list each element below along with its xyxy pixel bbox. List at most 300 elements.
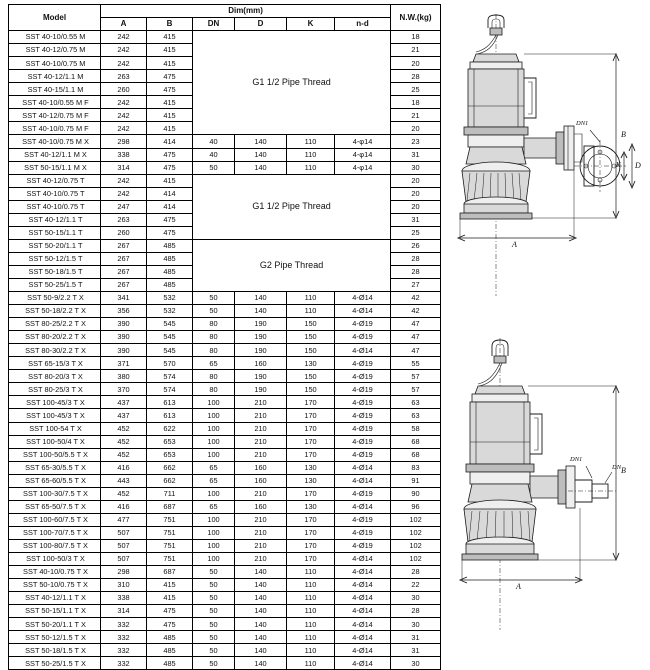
cell-nd: 4-Ø19	[335, 435, 391, 448]
cell-nd: 4-φ14	[335, 148, 391, 161]
cell-dn: 80	[193, 344, 235, 357]
cell-net-weight: 22	[391, 579, 441, 592]
cell-net-weight: 30	[391, 657, 441, 670]
header-net-weight: N.W.(kg)	[391, 5, 441, 31]
table-row	[9, 31, 441, 44]
table-body	[9, 31, 441, 670]
cell-model: SST 50-20/1.1 T	[9, 239, 101, 252]
cell-d: 190	[235, 318, 287, 331]
cell-nd: 4-φ14	[335, 135, 391, 148]
cell-nd: 4-Ø19	[335, 513, 391, 526]
cell-nd: 4-Ø19	[335, 422, 391, 435]
table-row	[9, 292, 441, 305]
cell-a: 390	[101, 344, 147, 357]
cell-dn: 100	[193, 409, 235, 422]
cell-dn: 50	[193, 657, 235, 670]
cell-k: 130	[287, 357, 335, 370]
cell-a: 267	[101, 265, 147, 278]
cell-a: 242	[101, 57, 147, 70]
cell-k: 170	[287, 513, 335, 526]
cell-b: 613	[147, 396, 193, 409]
cell-net-weight: 27	[391, 278, 441, 291]
cell-net-weight: 30	[391, 161, 441, 174]
cell-d: 160	[235, 500, 287, 513]
cell-b: 415	[147, 122, 193, 135]
cell-net-weight: 68	[391, 448, 441, 461]
cell-b: 475	[147, 148, 193, 161]
cell-model: SST 65-30/5.5 T X	[9, 461, 101, 474]
cell-k: 150	[287, 344, 335, 357]
cell-k: 110	[287, 605, 335, 618]
cell-net-weight: 91	[391, 474, 441, 487]
cell-k: 110	[287, 579, 335, 592]
cell-b: 415	[147, 109, 193, 122]
cell-net-weight: 31	[391, 213, 441, 226]
cell-a: 507	[101, 526, 147, 539]
cell-model: SST 50-15/1.1 T	[9, 226, 101, 239]
cell-b: 622	[147, 422, 193, 435]
header-d: D	[235, 18, 287, 31]
cell-nd: 4-Ø14	[335, 292, 391, 305]
cell-model: SST 80-25/2.2 T X	[9, 318, 101, 331]
cell-b: 414	[147, 135, 193, 148]
cell-nd: 4-Ø14	[335, 500, 391, 513]
cell-d: 140	[235, 592, 287, 605]
cell-model: SST 80-20/3 T X	[9, 370, 101, 383]
cell-a: 332	[101, 631, 147, 644]
cell-model: SST 50-20/1.1 T X	[9, 618, 101, 631]
cell-nd: 4-Ø14	[335, 592, 391, 605]
cell-d: 210	[235, 539, 287, 552]
cell-net-weight: 20	[391, 122, 441, 135]
table-row	[9, 135, 441, 148]
cell-model: SST 65-15/3 T X	[9, 357, 101, 370]
table-row	[9, 435, 441, 448]
cell-k: 130	[287, 461, 335, 474]
cell-a: 242	[101, 44, 147, 57]
cell-d: 160	[235, 474, 287, 487]
cell-d: 140	[235, 148, 287, 161]
dim-label-k-top: K	[616, 161, 621, 169]
header-dn: DN	[193, 18, 235, 31]
cell-b: 711	[147, 487, 193, 500]
cell-net-weight: 30	[391, 592, 441, 605]
cell-model: SST 100-80/7.5 T X	[9, 539, 101, 552]
cell-b: 545	[147, 331, 193, 344]
cell-dn: 65	[193, 474, 235, 487]
cell-k: 110	[287, 618, 335, 631]
cell-dn: 80	[193, 370, 235, 383]
table-row	[9, 566, 441, 579]
cell-b: 475	[147, 70, 193, 83]
dim-label-b-bottom: B	[621, 466, 626, 475]
cell-a: 416	[101, 500, 147, 513]
cell-a: 332	[101, 657, 147, 670]
cell-b: 475	[147, 161, 193, 174]
dim-label-dn1-bottom: DN1	[570, 456, 583, 463]
header-k: K	[287, 18, 335, 31]
cell-net-weight: 20	[391, 57, 441, 70]
cell-net-weight: 28	[391, 566, 441, 579]
cell-dn: 50	[193, 292, 235, 305]
cell-net-weight: 20	[391, 200, 441, 213]
cell-k: 110	[287, 292, 335, 305]
cell-dn: 50	[193, 566, 235, 579]
cell-model: SST 40-12/1.1 M	[9, 70, 101, 83]
cell-d: 190	[235, 344, 287, 357]
cell-b: 415	[147, 174, 193, 187]
cell-nd: 4-Ø19	[335, 448, 391, 461]
cell-nd: 4-Ø14	[335, 631, 391, 644]
cell-k: 110	[287, 657, 335, 670]
cell-net-weight: 102	[391, 552, 441, 565]
cell-model: SST 50-9/2.2 T X	[9, 292, 101, 305]
cell-b: 415	[147, 592, 193, 605]
cell-a: 390	[101, 331, 147, 344]
table-row	[9, 605, 441, 618]
cell-model: SST 100-50/5.5 T X	[9, 448, 101, 461]
cell-dn: 50	[193, 644, 235, 657]
cell-model: SST 50-25/1.5 T	[9, 278, 101, 291]
cell-dn: 50	[193, 631, 235, 644]
cell-model: SST 50-15/1.1 T X	[9, 605, 101, 618]
dim-label-a-top: A	[512, 240, 517, 249]
cell-model: SST 65-50/7.5 T X	[9, 500, 101, 513]
cell-dn: 100	[193, 435, 235, 448]
cell-b: 485	[147, 278, 193, 291]
cell-a: 437	[101, 409, 147, 422]
cell-net-weight: 102	[391, 513, 441, 526]
cell-b: 751	[147, 539, 193, 552]
cell-net-weight: 18	[391, 31, 441, 44]
cell-net-weight: 28	[391, 70, 441, 83]
cell-b: 415	[147, 57, 193, 70]
cell-a: 260	[101, 83, 147, 96]
cell-net-weight: 58	[391, 422, 441, 435]
dim-label-dn-bottom: DN	[612, 464, 622, 471]
cell-nd: 4-Ø14	[335, 344, 391, 357]
cell-a: 477	[101, 513, 147, 526]
cell-d: 140	[235, 605, 287, 618]
table-row	[9, 331, 441, 344]
cell-a: 310	[101, 579, 147, 592]
cell-model: SST 40-12/0.75 T	[9, 174, 101, 187]
cell-k: 110	[287, 161, 335, 174]
dim-label-dn1-top: DN1	[576, 120, 589, 127]
table-row	[9, 461, 441, 474]
cell-net-weight: 28	[391, 265, 441, 278]
cell-a: 356	[101, 305, 147, 318]
table-row	[9, 592, 441, 605]
cell-nd: 4-Ø14	[335, 644, 391, 657]
cell-a: 437	[101, 396, 147, 409]
cell-k: 110	[287, 644, 335, 657]
cell-model: SST 50-25/1.5 T X	[9, 657, 101, 670]
cell-k: 170	[287, 487, 335, 500]
cell-net-weight: 102	[391, 526, 441, 539]
cell-model: SST 40-10/0.55 M	[9, 31, 101, 44]
cell-d: 140	[235, 579, 287, 592]
cell-model: SST 80-25/3 T X	[9, 383, 101, 396]
cell-nd: 4-Ø19	[335, 526, 391, 539]
cell-a: 298	[101, 566, 147, 579]
cell-model: SST 100-60/7.5 T X	[9, 513, 101, 526]
cell-b: 574	[147, 383, 193, 396]
cell-d: 140	[235, 566, 287, 579]
cell-k: 170	[287, 539, 335, 552]
cell-dn: 100	[193, 526, 235, 539]
cell-model: SST 100-30/7.5 T X	[9, 487, 101, 500]
cell-a: 332	[101, 618, 147, 631]
cell-a: 298	[101, 135, 147, 148]
cell-a: 242	[101, 122, 147, 135]
cell-a: 370	[101, 383, 147, 396]
cell-model: SST 40-10/0.75 M X	[9, 135, 101, 148]
cell-net-weight: 68	[391, 435, 441, 448]
table-row	[9, 487, 441, 500]
cell-b: 574	[147, 370, 193, 383]
cell-d: 140	[235, 161, 287, 174]
cell-dn: 50	[193, 618, 235, 631]
cell-net-weight: 42	[391, 305, 441, 318]
cell-d: 140	[235, 657, 287, 670]
table-row	[9, 644, 441, 657]
cell-model: SST 50-10/0.75 T X	[9, 579, 101, 592]
cell-nd: 4-Ø19	[335, 383, 391, 396]
cell-model: SST 50-18/1.5 T X	[9, 644, 101, 657]
cell-a: 507	[101, 539, 147, 552]
cell-net-weight: 47	[391, 331, 441, 344]
cell-nd: 4-Ø19	[335, 357, 391, 370]
cell-net-weight: 57	[391, 383, 441, 396]
cell-d: 160	[235, 461, 287, 474]
cell-k: 170	[287, 409, 335, 422]
table-row	[9, 344, 441, 357]
cell-pipe-thread-note: G1 1/2 Pipe Thread	[193, 174, 391, 239]
cell-model: SST 50-15/1.1 M X	[9, 161, 101, 174]
cell-d: 210	[235, 448, 287, 461]
cell-b: 545	[147, 318, 193, 331]
cell-d: 140	[235, 135, 287, 148]
table-row	[9, 552, 441, 565]
cell-nd: 4-Ø19	[335, 318, 391, 331]
cell-net-weight: 47	[391, 318, 441, 331]
cell-b: 475	[147, 226, 193, 239]
cell-d: 190	[235, 383, 287, 396]
cell-k: 150	[287, 318, 335, 331]
cell-d: 210	[235, 526, 287, 539]
cell-dn: 65	[193, 461, 235, 474]
cell-nd: 4-Ø14	[335, 605, 391, 618]
pump-drawing-top-svg	[440, 6, 650, 306]
cell-nd: 4-Ø19	[335, 370, 391, 383]
cell-a: 242	[101, 174, 147, 187]
cell-nd: 4-Ø14	[335, 461, 391, 474]
cell-dn: 100	[193, 448, 235, 461]
cell-dn: 50	[193, 579, 235, 592]
cell-dn: 80	[193, 383, 235, 396]
cell-net-weight: 25	[391, 83, 441, 96]
cell-nd: 4-Ø14	[335, 618, 391, 631]
table-row	[9, 161, 441, 174]
cell-model: SST 40-10/0.75 T	[9, 187, 101, 200]
cell-net-weight: 102	[391, 539, 441, 552]
table-header-row-1	[9, 5, 441, 18]
cell-model: SST 50-18/1.5 T	[9, 265, 101, 278]
cell-d: 210	[235, 435, 287, 448]
cell-model: SST 80-20/2.2 T X	[9, 331, 101, 344]
cell-model: SST 40-12/1.1 T	[9, 213, 101, 226]
cell-dn: 100	[193, 396, 235, 409]
cell-b: 415	[147, 579, 193, 592]
cell-a: 338	[101, 592, 147, 605]
cell-b: 414	[147, 187, 193, 200]
table-row	[9, 422, 441, 435]
cell-model: SST 100-45/3 T X	[9, 396, 101, 409]
cell-a: 452	[101, 487, 147, 500]
cell-k: 150	[287, 383, 335, 396]
cell-b: 485	[147, 252, 193, 265]
dim-label-b-top: B	[621, 130, 626, 139]
header-nd: n-d	[335, 18, 391, 31]
cell-d: 140	[235, 618, 287, 631]
header-a: A	[101, 18, 147, 31]
cell-nd: 4-Ø14	[335, 552, 391, 565]
cell-net-weight: 31	[391, 148, 441, 161]
cell-a: 371	[101, 357, 147, 370]
cell-nd: 4-Ø19	[335, 539, 391, 552]
cell-dn: 80	[193, 331, 235, 344]
cell-net-weight: 28	[391, 605, 441, 618]
cell-k: 170	[287, 435, 335, 448]
table-row	[9, 305, 441, 318]
cell-d: 210	[235, 513, 287, 526]
cell-net-weight: 25	[391, 226, 441, 239]
table-row	[9, 500, 441, 513]
cell-net-weight: 21	[391, 109, 441, 122]
cell-net-weight: 55	[391, 357, 441, 370]
table-row	[9, 513, 441, 526]
cell-model: SST 40-10/0.75 T X	[9, 566, 101, 579]
cell-a: 267	[101, 278, 147, 291]
cell-b: 415	[147, 31, 193, 44]
cell-net-weight: 21	[391, 44, 441, 57]
cell-a: 247	[101, 200, 147, 213]
cell-pipe-thread-note: G1 1/2 Pipe Thread	[193, 31, 391, 135]
cell-model: SST 65-60/5.5 T X	[9, 474, 101, 487]
cell-a: 314	[101, 161, 147, 174]
cell-a: 263	[101, 70, 147, 83]
cell-nd: 4-Ø14	[335, 579, 391, 592]
cell-a: 452	[101, 422, 147, 435]
cell-dn: 100	[193, 513, 235, 526]
cell-k: 110	[287, 148, 335, 161]
cell-a: 332	[101, 644, 147, 657]
cell-nd: 4-Ø19	[335, 396, 391, 409]
pump-drawing-bottom	[440, 330, 650, 640]
cell-a: 380	[101, 370, 147, 383]
cell-net-weight: 90	[391, 487, 441, 500]
cell-b: 662	[147, 474, 193, 487]
cell-d: 210	[235, 422, 287, 435]
cell-k: 130	[287, 474, 335, 487]
cell-net-weight: 47	[391, 344, 441, 357]
cell-b: 475	[147, 83, 193, 96]
table-row	[9, 579, 441, 592]
cell-dn: 50	[193, 592, 235, 605]
cell-b: 532	[147, 292, 193, 305]
table-row	[9, 239, 441, 252]
cell-b: 475	[147, 213, 193, 226]
cell-b: 485	[147, 265, 193, 278]
cell-b: 687	[147, 566, 193, 579]
cell-model: SST 50-12/1.5 T	[9, 252, 101, 265]
cell-net-weight: 63	[391, 396, 441, 409]
cell-k: 150	[287, 370, 335, 383]
cell-dn: 80	[193, 318, 235, 331]
cell-b: 653	[147, 448, 193, 461]
cell-dn: 100	[193, 539, 235, 552]
header-b: B	[147, 18, 193, 31]
cell-dn: 100	[193, 422, 235, 435]
table-row	[9, 409, 441, 422]
cell-a: 341	[101, 292, 147, 305]
cell-a: 443	[101, 474, 147, 487]
dim-label-d-top: D	[635, 161, 641, 170]
cell-net-weight: 31	[391, 644, 441, 657]
table-row	[9, 448, 441, 461]
cell-nd: 4-Ø19	[335, 331, 391, 344]
cell-net-weight: 28	[391, 252, 441, 265]
cell-b: 485	[147, 239, 193, 252]
table-row	[9, 370, 441, 383]
cell-a: 390	[101, 318, 147, 331]
cell-d: 210	[235, 552, 287, 565]
cell-d: 140	[235, 631, 287, 644]
cell-b: 475	[147, 618, 193, 631]
cell-net-weight: 26	[391, 239, 441, 252]
cell-nd: 4-φ14	[335, 161, 391, 174]
cell-model: SST 100-50/4 T X	[9, 435, 101, 448]
cell-a: 242	[101, 187, 147, 200]
cell-dn: 100	[193, 552, 235, 565]
cell-b: 751	[147, 552, 193, 565]
cell-b: 414	[147, 200, 193, 213]
cell-dn: 65	[193, 357, 235, 370]
cell-k: 170	[287, 448, 335, 461]
table-row	[9, 526, 441, 539]
cell-net-weight: 18	[391, 96, 441, 109]
cell-a: 507	[101, 552, 147, 565]
pump-drawing-bottom-svg	[440, 330, 650, 640]
cell-model: SST 100-54 T X	[9, 422, 101, 435]
pump-drawing-top	[440, 6, 650, 306]
cell-b: 485	[147, 631, 193, 644]
cell-dn: 100	[193, 487, 235, 500]
cell-a: 242	[101, 31, 147, 44]
cell-net-weight: 31	[391, 631, 441, 644]
cell-nd: 4-Ø19	[335, 487, 391, 500]
cell-model: SST 40-12/0.75 M	[9, 44, 101, 57]
cell-net-weight: 42	[391, 292, 441, 305]
cell-b: 653	[147, 435, 193, 448]
cell-d: 190	[235, 331, 287, 344]
cell-b: 751	[147, 526, 193, 539]
table-row	[9, 148, 441, 161]
table-row	[9, 539, 441, 552]
cell-a: 416	[101, 461, 147, 474]
table-row	[9, 396, 441, 409]
